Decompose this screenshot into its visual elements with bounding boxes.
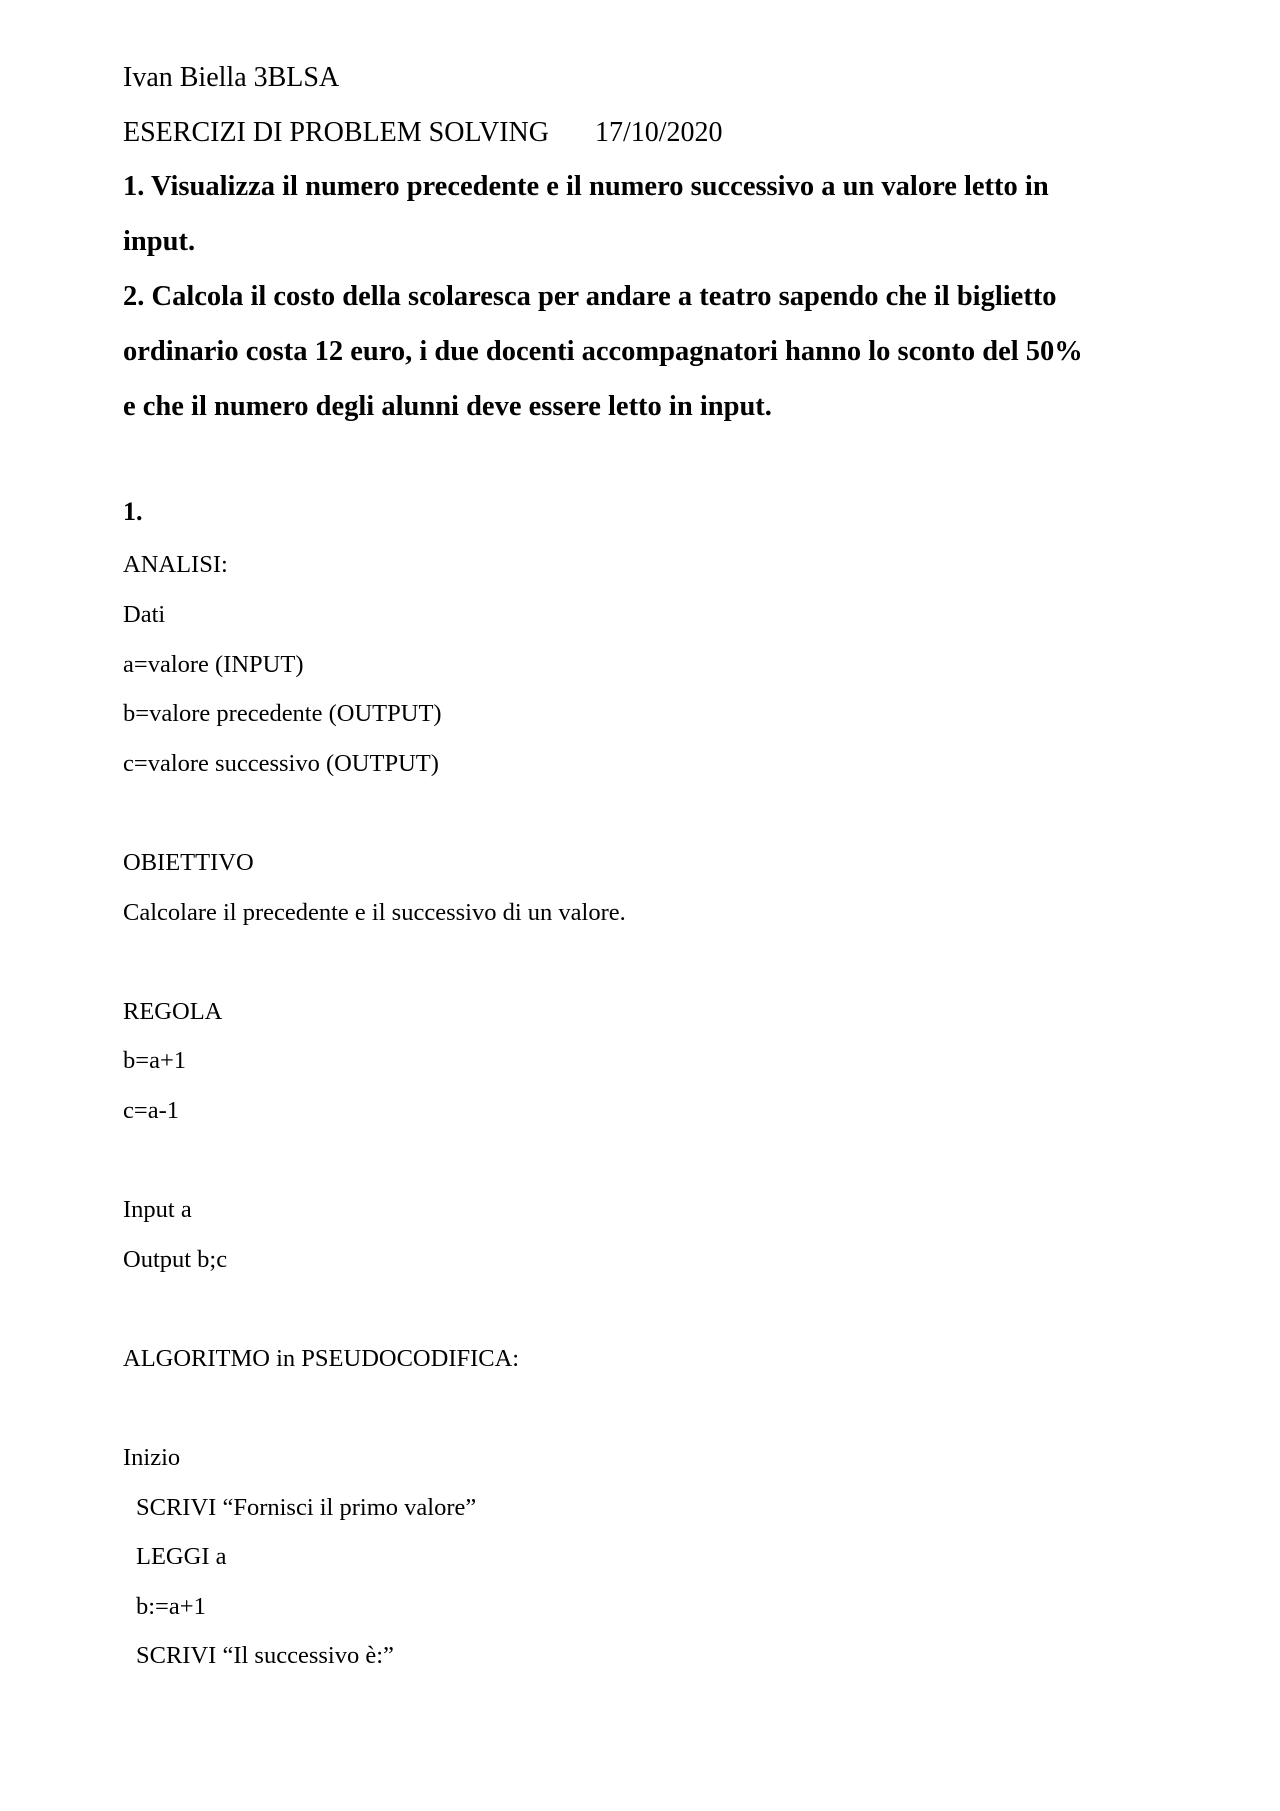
algoritmo-step: SCRIVI “Il successivo è:”: [136, 1642, 394, 1669]
title-line: [123, 117, 723, 149]
algoritmo-start: Inizio: [123, 1444, 181, 1471]
dati-heading: Dati: [123, 601, 166, 628]
regola-item: b=a+1: [123, 1047, 187, 1074]
dati-item: c=valore successivo (OUTPUT): [123, 750, 439, 777]
task-line: ordinario costa 12 euro, i due docenti accompagnatori hanno lo sconto del 50%: [123, 336, 1083, 367]
task-line: 2. Calcola il costo della scolaresca per andare a teatro sapendo che il biglietto: [123, 281, 1057, 312]
document-title: ESERCIZI DI PROBLEM SOLVING: [123, 117, 549, 148]
task-line: 1. Visualizza il numero precedente e il numero successivo a un valore letto in: [123, 171, 1049, 202]
algoritmo-step: SCRIVI “Fornisci il primo valore”: [136, 1494, 477, 1521]
section-number: 1.: [123, 497, 143, 526]
algoritmo-heading: ALGORITMO in PSEUDOCODIFICA:: [123, 1345, 520, 1372]
regola-item: c=a-1: [123, 1097, 179, 1124]
algoritmo-step: b:=a+1: [136, 1593, 206, 1620]
analisi-heading: ANALISI:: [123, 551, 228, 578]
output-line: Output b;c: [123, 1246, 228, 1273]
input-line: Input a: [123, 1196, 192, 1223]
obiettivo-heading: OBIETTIVO: [123, 849, 254, 876]
document-date: 17/10/2020: [595, 117, 723, 148]
regola-heading: REGOLA: [123, 998, 223, 1025]
dati-item: a=valore (INPUT): [123, 651, 304, 678]
task-line: input.: [123, 226, 196, 257]
task-line: e che il numero degli alunni deve essere letto in input.: [123, 391, 772, 422]
author-line: Ivan Biella 3BLSA: [123, 62, 340, 93]
dati-item: b=valore precedente (OUTPUT): [123, 700, 442, 727]
obiettivo-text: Calcolare il precedente e il successivo di un valore.: [123, 899, 626, 926]
algoritmo-step: LEGGI a: [136, 1543, 227, 1570]
